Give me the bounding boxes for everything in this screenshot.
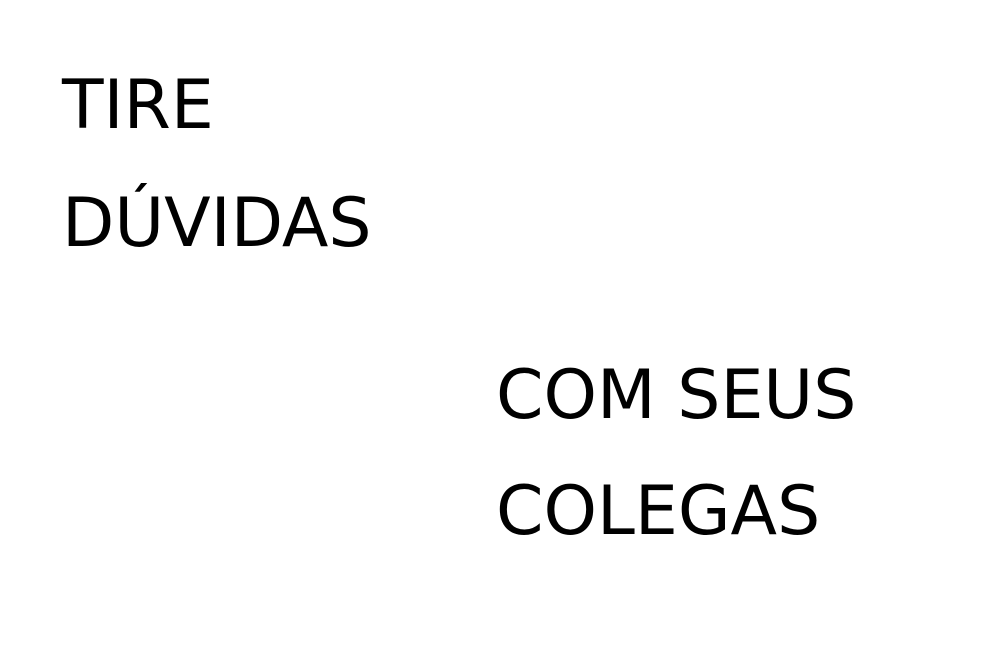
heading-line-duvidas: DÚVIDAS <box>62 184 372 263</box>
heading-line-com-seus: COM SEUS <box>496 356 857 435</box>
heading-line-colegas: COLEGAS <box>496 472 821 551</box>
heading-line-tire: TIRE <box>62 66 214 145</box>
